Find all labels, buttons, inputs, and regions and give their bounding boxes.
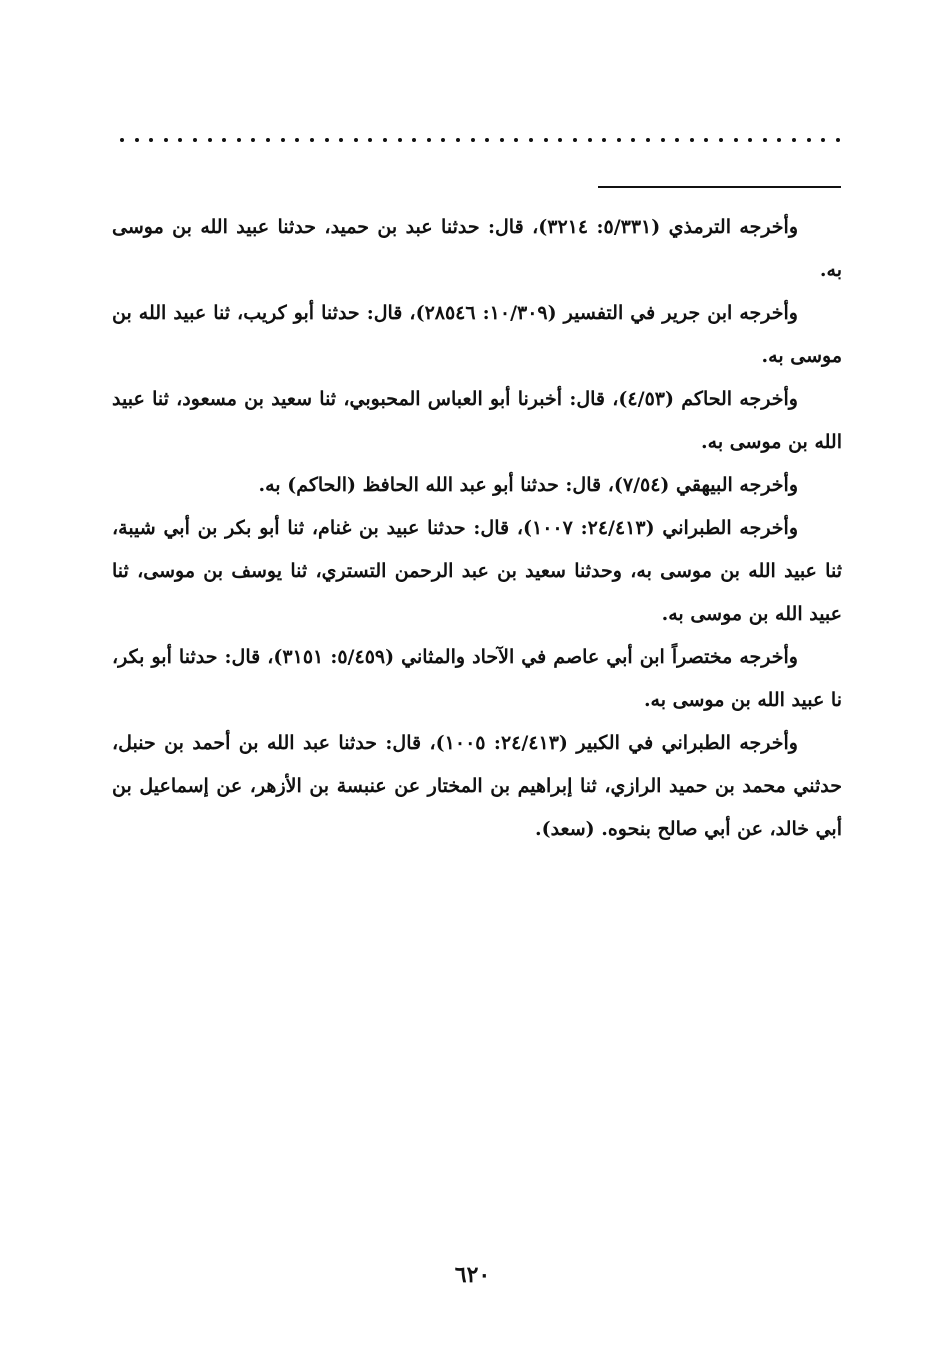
footnotes-section: [112, 206, 842, 851]
separator-dot: [456, 138, 460, 142]
separator-dot: [471, 138, 475, 142]
separator-dot: [792, 138, 796, 142]
footnote-tabarani-1007: وأخرجه الطبراني (٢٤/٤١٣: ١٠٠٧)، قال: حدثنا عبيد بن غنام، ثنا أبو بكر بن أبي شيبة، ثنا عبيد الله بن موسى به، وحدثنا سعيد بن عبد الرحمن التستري، ثنا يوسف بن موسى، ثنا عبيد الله بن موسى به.: [112, 517, 842, 625]
page-number: ٦٢٠: [454, 1262, 491, 1288]
separator-dot: [821, 138, 825, 142]
separator-dot: [193, 138, 197, 142]
separator-dot: [777, 138, 781, 142]
separator-dot: [748, 138, 752, 142]
separator-dot: [222, 138, 226, 142]
separator-dot: [325, 138, 329, 142]
footnote-tabarani-kabir: وأخرجه الطبراني في الكبير (٢٤/٤١٣: ١٠٠٥)، قال: حدثنا عبد الله بن أحمد بن حنبل، حدثني محمد بن حميد الرازي، ثنا إبراهيم بن المختار عن عنبسة بن الأزهر، عن إسماعيل بن أبي خالد، عن أبي صالح بنحوه. (سعد).: [112, 732, 842, 840]
separator-dot: [120, 138, 124, 142]
separator-dot: [208, 138, 212, 142]
separator-dot: [339, 138, 343, 142]
separator-dot: [427, 138, 431, 142]
separator-dot: [573, 138, 577, 142]
footnote-hakim: وأخرجه الحاكم (٤/٥٣)، قال: أخبرنا أبو العباس المحبوبي، ثنا سعيد بن مسعود، ثنا عبيد الله بن موسى به.: [112, 388, 842, 453]
separator-dot: [281, 138, 285, 142]
dotted-separator: [120, 130, 840, 150]
separator-dot: [529, 138, 533, 142]
separator-dot: [631, 138, 635, 142]
separator-dot: [266, 138, 270, 142]
separator-dot: [485, 138, 489, 142]
separator-dot: [690, 138, 694, 142]
separator-dot: [383, 138, 387, 142]
footnote-bayhaqi: وأخرجه البيهقي (٧/٥٤)، قال: حدثنا أبو عبد الله الحافظ (الحاكم) به.: [258, 474, 798, 496]
separator-dot: [646, 138, 650, 142]
separator-dot: [398, 138, 402, 142]
separator-dot: [763, 138, 767, 142]
footnote-ibn-jarir: وأخرجه ابن جرير في التفسير (١٠/٣٠٩: ٢٨٥٤٦)، قال: حدثنا أبو كريب، ثنا عبيد الله بن موسى به.: [112, 302, 842, 367]
separator-dot: [836, 138, 840, 142]
separator-dot: [588, 138, 592, 142]
separator-dot: [149, 138, 153, 142]
footnote-ibn-abi-asim: وأخرجه مختصراً ابن أبي عاصم في الآحاد والمثاني (٥/٤٥٩: ٣١٥١)، قال: حدثنا أبو بكر، نا عبيد الله بن موسى به.: [112, 646, 842, 711]
footnote-rule: [598, 186, 841, 188]
separator-dot: [675, 138, 679, 142]
separator-dot: [135, 138, 139, 142]
separator-dot: [251, 138, 255, 142]
separator-dot: [514, 138, 518, 142]
separator-dot: [544, 138, 548, 142]
separator-dot: [500, 138, 504, 142]
separator-dot: [295, 138, 299, 142]
separator-dot: [734, 138, 738, 142]
separator-dot: [617, 138, 621, 142]
separator-dot: [719, 138, 723, 142]
separator-dot: [412, 138, 416, 142]
separator-dot: [178, 138, 182, 142]
separator-dot: [354, 138, 358, 142]
separator-dot: [661, 138, 665, 142]
footnote-tirmidhi: وأخرجه الترمذي (٥/٣٣١: ٣٢١٤)، قال: حدثنا عبد بن حميد، حدثنا عبيد الله بن موسى به.: [112, 216, 842, 281]
separator-dot: [310, 138, 314, 142]
separator-dot: [368, 138, 372, 142]
separator-dot: [602, 138, 606, 142]
separator-dot: [164, 138, 168, 142]
separator-dot: [237, 138, 241, 142]
separator-dot: [807, 138, 811, 142]
separator-dot: [441, 138, 445, 142]
separator-dot: [704, 138, 708, 142]
separator-dot: [558, 138, 562, 142]
